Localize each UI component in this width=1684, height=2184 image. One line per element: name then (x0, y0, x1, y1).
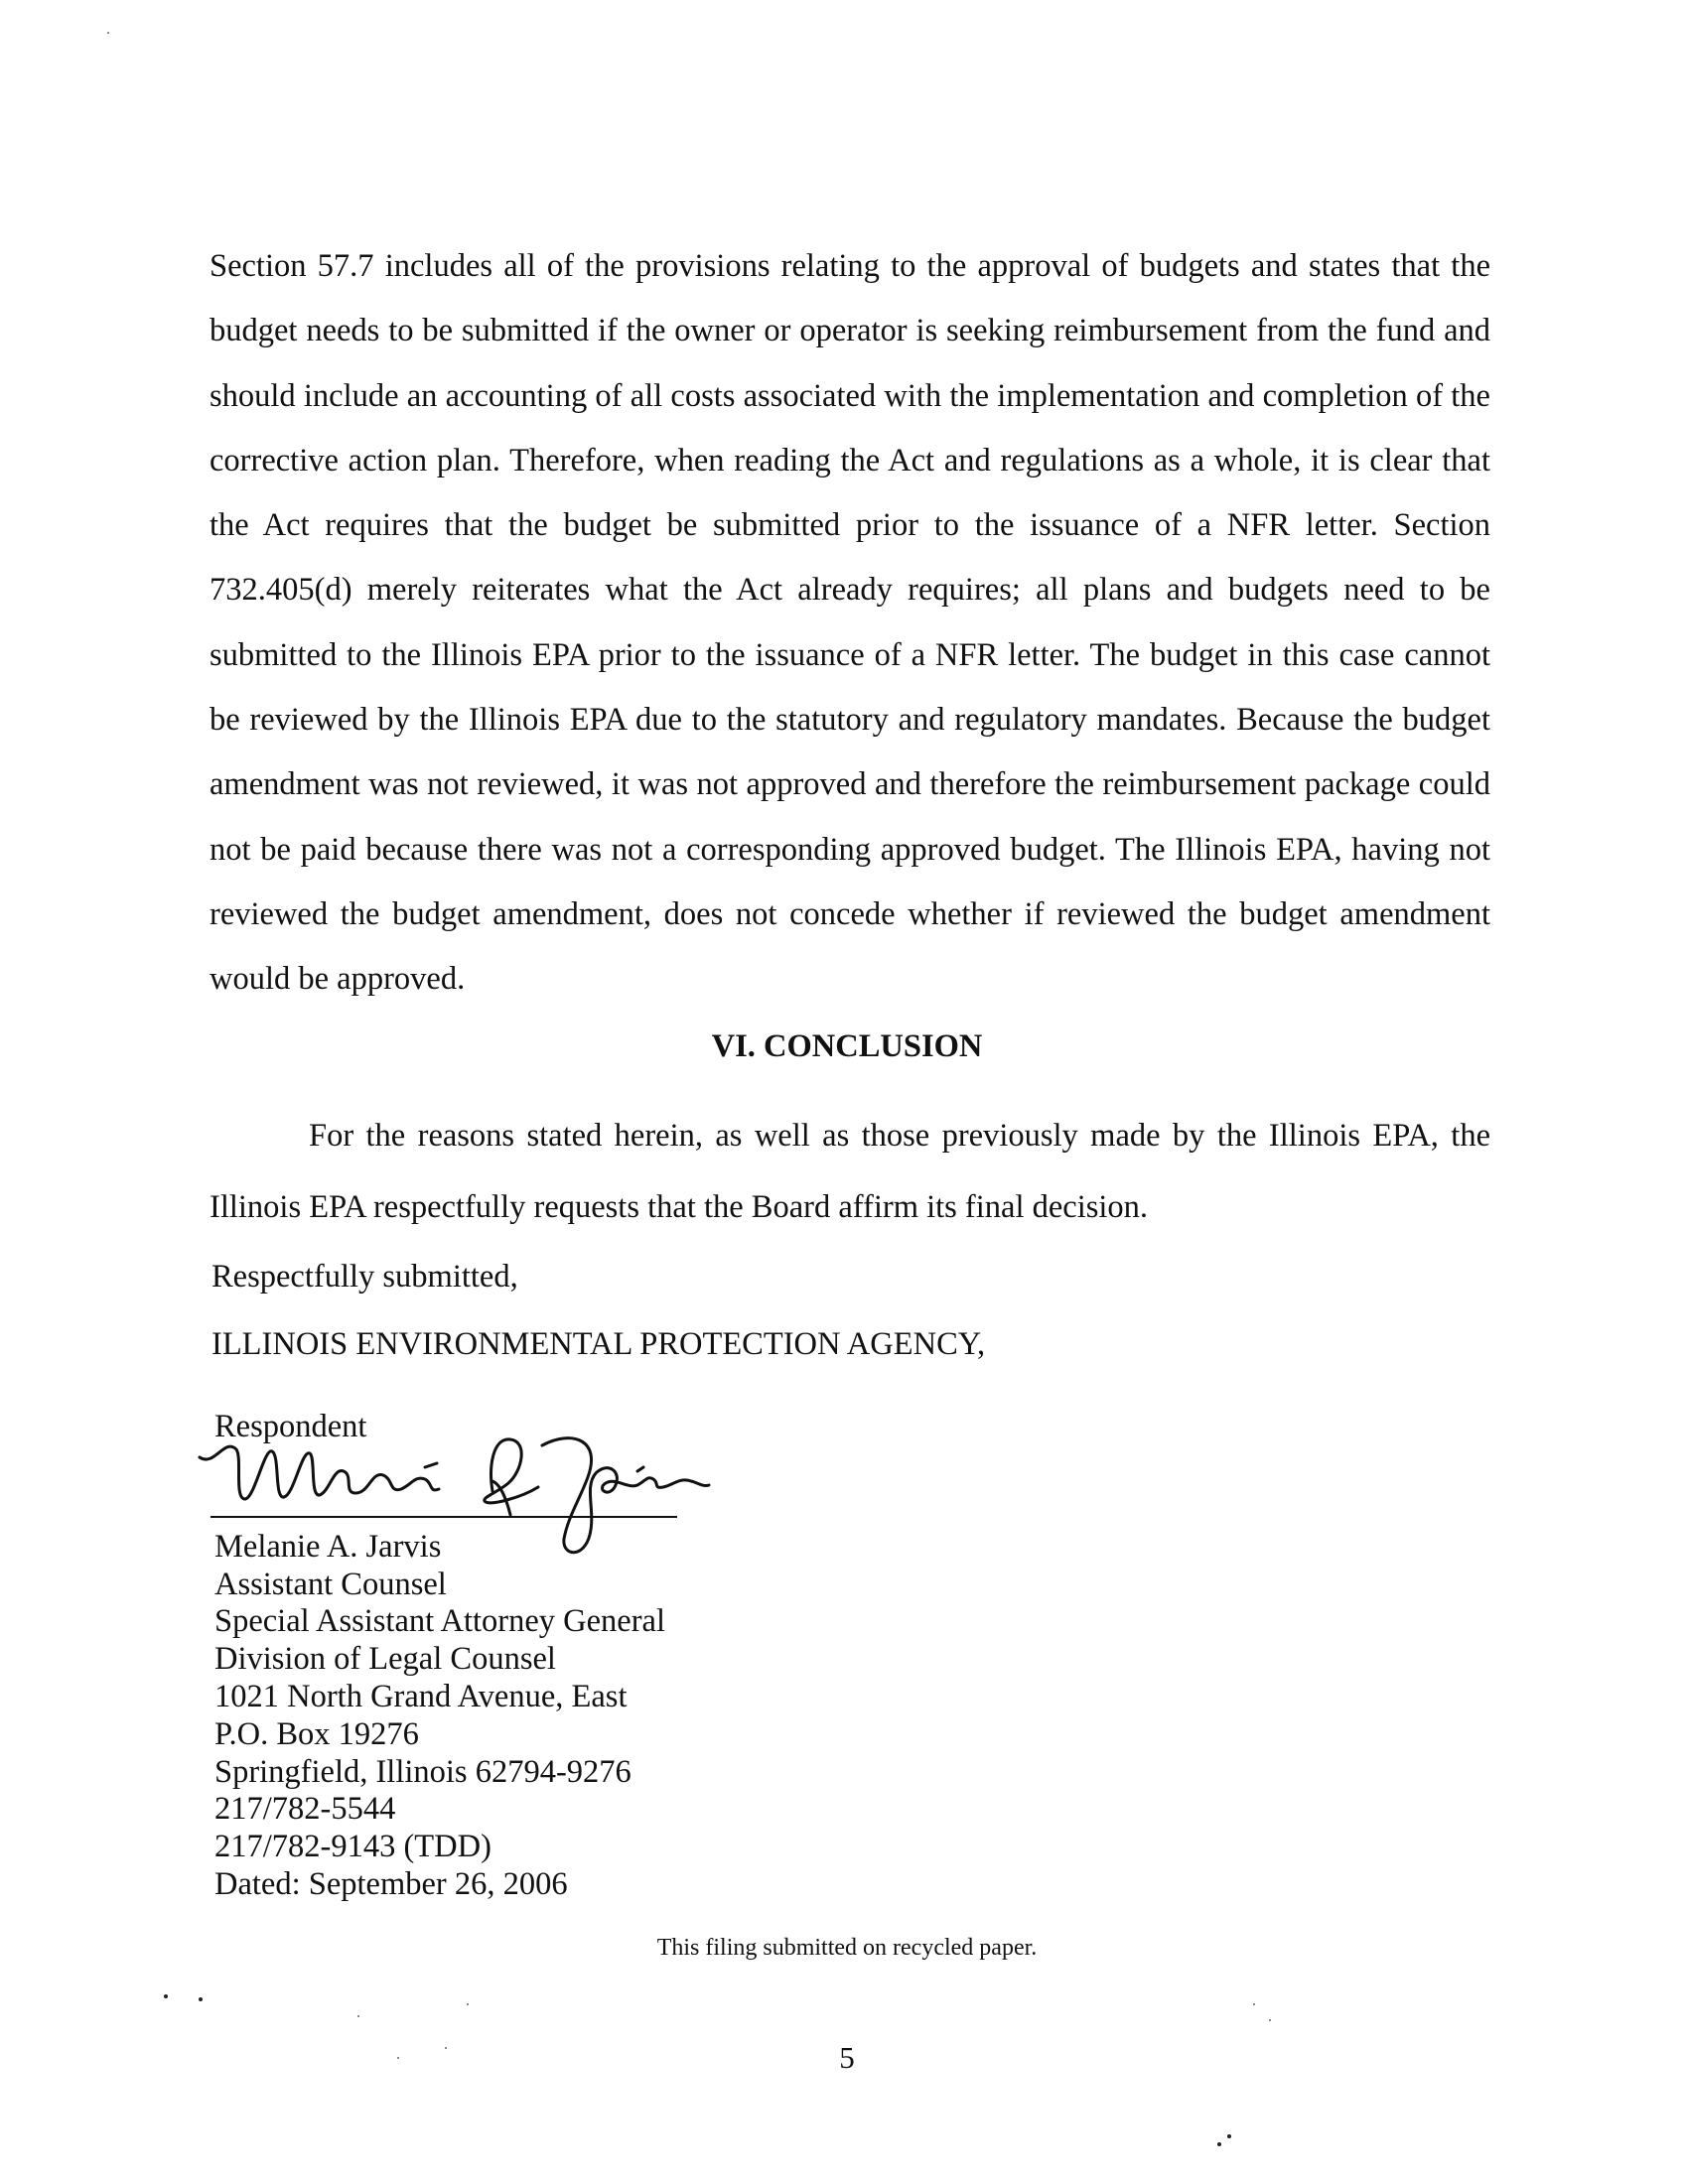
address-street: 1021 North Grand Avenue, East (214, 1678, 628, 1714)
recycled-paper-note: This filing submitted on recycled paper. (656, 1935, 1038, 1961)
scan-speck (107, 32, 109, 34)
scan-speck (397, 2057, 399, 2059)
agency-name: ILLINOIS ENVIRONMENTAL PROTECTION AGENCY, (211, 1326, 986, 1362)
scan-speck (1269, 2019, 1271, 2021)
scan-speck (1227, 2134, 1231, 2138)
scan-speck (467, 2003, 469, 2005)
dated-line: Dated: September 26, 2006 (214, 1865, 568, 1902)
scan-speck (164, 1994, 168, 1998)
signer-title: Assistant Counsel (214, 1566, 447, 1602)
scan-speck (445, 2047, 447, 2049)
address-city: Springfield, Illinois 62794-9276 (214, 1753, 632, 1790)
page-number: 5 (839, 2040, 855, 2075)
signer-name: Melanie A. Jarvis (214, 1528, 442, 1565)
scan-speck (357, 2015, 359, 2017)
conclusion-paragraph: For the reasons stated herein, as well as those previously made by the Illinois EPA, the Illinois EPA respectfully requests that the Board affirm its final decision. (210, 1118, 1490, 1225)
section-heading: VI. CONCLUSION (711, 1028, 983, 1064)
scan-speck (1217, 2142, 1221, 2146)
signer-title-2: Special Assistant Attorney General (214, 1603, 666, 1640)
handwritten-signature (195, 1428, 711, 1567)
signer-division: Division of Legal Counsel (214, 1641, 556, 1678)
closing-text: Respectfully submitted, (211, 1259, 518, 1295)
respondent-label: Respondent (214, 1409, 367, 1444)
body-paragraph: Section 57.7 includes all of the provisions relating to the approval of budgets and states that the budget needs to be submitted if the owner or operator is seeking reimbursement from the fund and should include an accounting of all costs associated with the implementation and completion of the corrective action plan. Therefore, when reading the Act and regulations as a whole, it is clear that the Act requires that the budget be submitted prior to the issuance of a NFR letter. Section 732.405(d) merely reiterates what the Act already requires; all plans and budgets need to be submitted to the Illinois EPA prior to the issuance of a NFR letter. The budget in this case cannot be reviewed by the Illinois EPA due to the statutory and regulatory mandates. Because the budget amendment was not reviewed, it was not approved and therefore the reimbursement package could not be paid because there was not a corresponding approved budget. The Illinois EPA, having not reviewed the budget amendment, does not concede whether if reviewed the budget amendment would be approved. (210, 248, 1490, 998)
scan-speck (199, 1997, 203, 2001)
address-po-box: P.O. Box 19276 (214, 1715, 419, 1752)
scan-speck (1253, 2003, 1255, 2005)
tdd-number: 217/782-9143 (TDD) (214, 1829, 491, 1865)
phone-number: 217/782-5544 (214, 1791, 396, 1828)
